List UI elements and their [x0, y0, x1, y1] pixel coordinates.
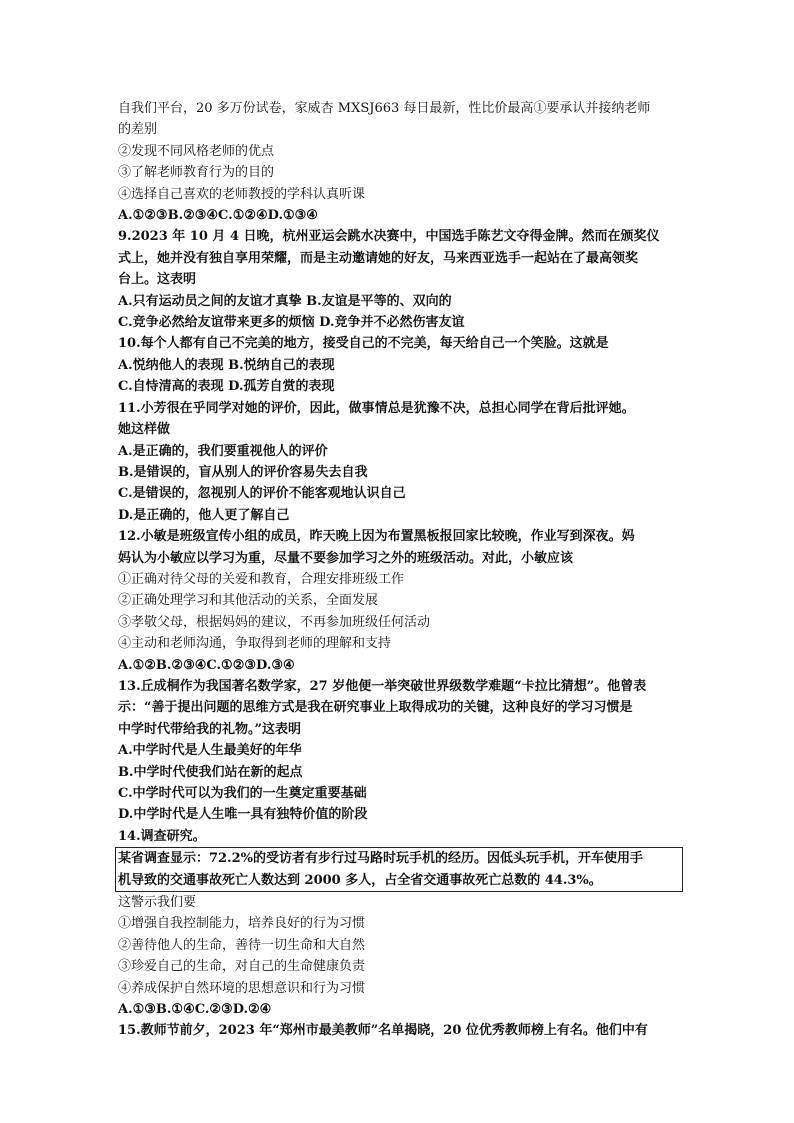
answer-options [118, 441, 680, 462]
exam-text [118, 98, 680, 1042]
text-line: A.①③B.①④C.②③D.②④ [118, 1002, 272, 1018]
answer-options [118, 783, 680, 804]
text-line: D.是正确的，他人更了解自己 [118, 507, 290, 523]
text-line: A.①②B.②③④C.①②③D.③④ [118, 657, 295, 673]
answer-options [118, 205, 680, 226]
answer-options [118, 999, 680, 1020]
text-line: 某省调查显示：72.2%的受访者有步行过马路时玩手机的经历。因低头玩手机，开车使用手 [118, 851, 644, 867]
statement-line [118, 162, 680, 183]
question-stem [118, 676, 680, 740]
statement-line [118, 633, 680, 654]
text-line: 的差别 [118, 122, 158, 138]
question-stem [118, 526, 680, 569]
text-line: C.中学时代可以为我们的一生奠定重要基础 [118, 786, 367, 801]
answer-options [118, 312, 680, 333]
survey-box [115, 847, 683, 892]
text-line: 示：“善于提出问题的思维方式是我在研究事业上取得成功的关键，这种良好的学习习惯是 [118, 700, 633, 716]
text-line: 机导致的交通事故死亡人数达到 2000 多人，占全省交通事故死亡总数的 44.3%。 [118, 872, 602, 888]
question-stem [118, 333, 680, 354]
text-line: ④主动和老师沟通，争取得到老师的理解和支持 [118, 636, 392, 652]
text-line: 10.每个人都有自己不完美的地方，接受自己的不完美，每天给自己一个笑脸。这就是 [118, 336, 609, 352]
answer-options [118, 376, 680, 397]
text-line: 13.丘成桐作为我国著名数学家，27 岁他便一举突破世界级数学难题“卡拉比猜想”。他曾表 [118, 678, 647, 694]
statement-line [118, 612, 680, 633]
question-stem [118, 1020, 680, 1041]
text-line: ②发现不同风格老师的优点 [118, 143, 275, 159]
question-stem [118, 398, 680, 441]
answer-options [118, 655, 680, 676]
answer-options [118, 762, 680, 783]
text-line: 自我们平台，20 多万份试卷，家威杏 MXSJ663 每日最新，性比价最高①要承认并接纳老师 [118, 101, 651, 116]
text-line: ④养成保护自然环境的思想意识和行为习惯 [118, 980, 366, 996]
text-line: 台上。这表明 [118, 272, 197, 288]
answer-options [118, 804, 680, 825]
question-stem [118, 826, 680, 847]
text-line: B.中学时代使我们站在新的起点 [118, 764, 303, 780]
text-line: 妈认为小敏应以学习为重，尽量不要参加学习之外的班级活动。对此，小敏应该 [118, 550, 574, 566]
answer-options [118, 462, 680, 483]
statement-line [118, 141, 680, 162]
text-line: A.只有运动员之间的友谊才真挚 B.友谊是平等的、双向的 [118, 293, 452, 309]
statement-line [118, 184, 680, 205]
text-line: A.是正确的，我们要重视他人的评价 [118, 443, 328, 459]
question-stem [118, 226, 680, 290]
text-line: ①增强自我控制能力，培养良好的行为习惯 [118, 916, 366, 932]
text-line: A.悦纳他人的表现 B.悦纳自己的表现 [118, 357, 335, 373]
text-line: ③珍爱自己的生命，对自己的生命健康负责 [118, 959, 366, 975]
statement-line [118, 892, 680, 913]
text-line: 12.小敏是班级宣传小组的成员，昨天晚上因为布置黑板报回家比较晚，作业写到深夜。妈 [118, 529, 635, 545]
text-line: ③了解老师教育行为的目的 [118, 165, 275, 181]
answer-options [118, 483, 680, 504]
answer-options [118, 291, 680, 312]
text-line: ④选择自己喜欢的老师教授的学科认真听课 [118, 186, 366, 202]
text-line: 式上，她并没有独自享用荣耀，而是主动邀请她的好友，马来西亚选手一起站在了最高领奖 [118, 250, 639, 266]
text-line: 这警示我们要 [118, 895, 197, 911]
text-line: ①正确对待父母的关爱和教育，合理安排班级工作 [118, 571, 405, 587]
text-line: 11.小芳很在乎同学对她的评价，因此，做事情总是犹豫不决，总担心同学在背后批评她。 [118, 400, 635, 416]
text-line: A.①②③B.②③④C.①②④D.①③④ [118, 208, 318, 224]
statement-line [118, 590, 680, 611]
answer-options [118, 505, 680, 526]
statement-line [118, 98, 680, 141]
statement-line [118, 956, 680, 977]
text-line: ②善待他人的生命，善待一切生命和大自然 [118, 937, 366, 953]
text-line: ③孝敬父母，根据妈妈的建议，不再参加班级任何活动 [118, 614, 431, 630]
answer-options [118, 355, 680, 376]
text-line: D.中学时代是人生唯一具有独特价值的阶段 [118, 807, 368, 823]
statement-line [118, 569, 680, 590]
statement-line [118, 913, 680, 934]
text-line: C.自恃清高的表现 D.孤芳自赏的表现 [118, 379, 335, 395]
text-line: B.是错误的，盲从别人的评价容易失去自我 [118, 464, 368, 480]
answer-options [118, 740, 680, 761]
text-line: 14.调查研究。 [118, 828, 206, 844]
statement-line [118, 978, 680, 999]
text-line: 9.2023 年 10 月 4 日晚，杭州亚运会跳水决赛中，中国选手陈艺文夺得金牌。然而在颁奖仪 [118, 229, 660, 245]
text-line: 15.教师节前夕，2023 年“郑州市最美教师”名单揭晓，20 位优秀教师榜上有名。他们中有 [118, 1023, 648, 1039]
text-line: C.竞争必然给友谊带来更多的烦恼 D.竞争并不必然伤害友谊 [118, 315, 465, 331]
text-line: A.中学时代是人生最美好的年华 [118, 743, 302, 759]
statement-line [118, 935, 680, 956]
text-line: 她这样做 [118, 422, 171, 438]
text-line: 中学时代带给我的礼物。”这表明 [118, 721, 301, 737]
text-line: ②正确处理学习和其他活动的关系，全面发展 [118, 593, 379, 609]
text-line: C.是错误的，忽视别人的评价不能客观地认识自己 [118, 486, 406, 502]
